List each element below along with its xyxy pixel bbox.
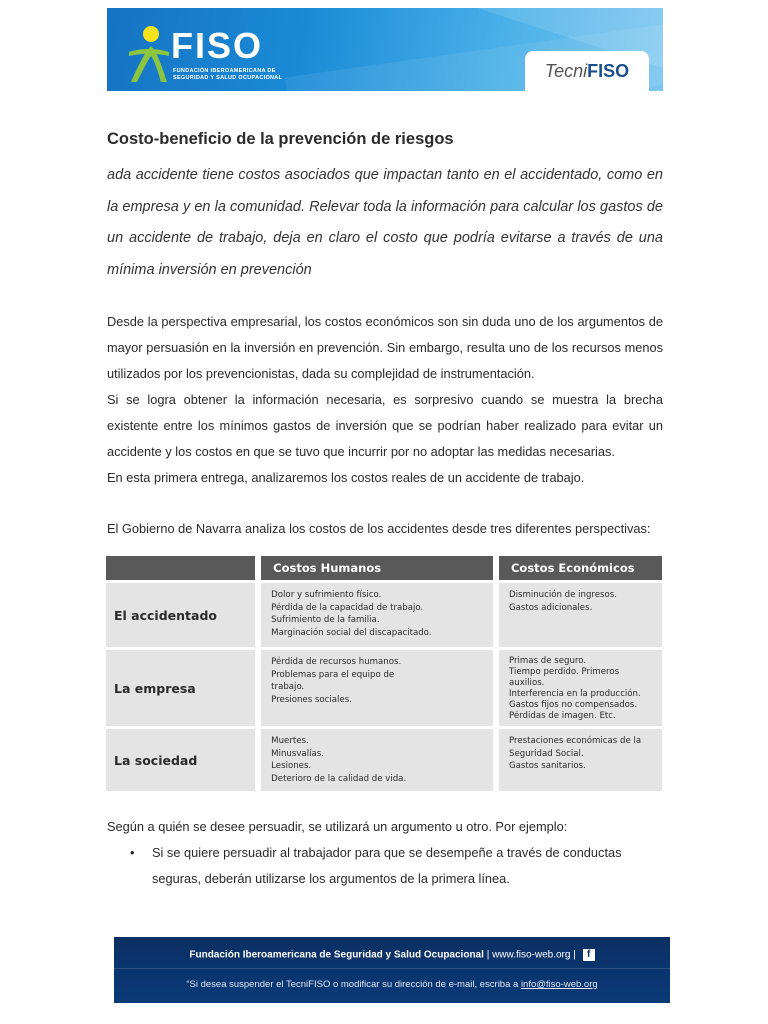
cost-table: [106, 556, 662, 791]
bullet-item: [130, 840, 663, 892]
logo-wordmark: FISO: [171, 25, 264, 66]
table-header-empty: [106, 556, 255, 580]
cell-economicos: Disminución de ingresos. Gastos adicionales.: [508, 590, 618, 613]
footer-divider: [114, 968, 670, 969]
table-row: [106, 729, 662, 791]
cell-humanos: Muertes. Minusvalías. Lesiones. Deterioro de la calidad de vida.: [271, 736, 407, 784]
article-intro: ada accidente tiene costos asociados que impactan tanto en el accidentado, como en la empresa y en la comunidad. Relevar toda la información para calcular los gastos de un accidente de trabajo, deja en claro el costo que podría evitarse a través de una mínima inversión en prevención: [107, 167, 663, 278]
footer-line-2: [114, 979, 670, 990]
footer-notice: “Si desea suspender el TecniFISO o modificar su dirección de e-mail, escriba a: [186, 979, 519, 990]
footer-org: Fundación Iberoamericana de Seguridad y Salud Ocupacional: [189, 949, 484, 961]
cell-economicos: Prestaciones económicas de la Seguridad Social. Gastos sanitarios.: [508, 736, 642, 772]
article-title: Costo-beneficio de la prevención de riesgos: [107, 130, 454, 148]
row-label: La empresa: [114, 680, 196, 696]
table-header-row: [106, 556, 662, 580]
header-banner: [107, 8, 663, 91]
footer-separator: |: [486, 949, 490, 961]
fiso-logo-icon: [127, 24, 171, 84]
paragraph: Desde la perspectiva empresarial, los costos económicos son sin duda uno de los argumentos de mayor persuasión en la inversión en prevención. Sin embargo, resulta uno de los recursos menos utilizados por los prevencionistas, dada su complejidad de instrumentación.: [107, 314, 663, 381]
footer-email-link[interactable]: info@fiso-web.org: [520, 979, 598, 990]
footer-line-1: [114, 949, 670, 961]
after-table-text: Según a quién se desee persuadir, se utilizará un argumento u otro. Por ejemplo:: [107, 819, 568, 834]
logo-subtitle: FUNDACIÓN IBEROAMERICANA DE SEGURIDAD Y SALUD OCUPACIONAL: [173, 68, 283, 81]
row-label: El accidentado: [114, 607, 217, 623]
table-header-humanos: Costos Humanos: [273, 561, 382, 575]
footer-banner: [114, 937, 670, 1003]
paragraph: En esta primera entrega, analizaremos los costos reales de un accidente de trabajo.: [107, 470, 585, 485]
table-header-economicos: Costos Económicos: [510, 561, 635, 575]
bullet-icon: •: [130, 845, 135, 860]
table-row: [106, 583, 662, 647]
tecnifiso-badge: Tecni FISO: [525, 51, 649, 91]
cell-humanos: Dolor y sufrimiento físico. Pérdida de la capacidad de trabajo. Sufrimiento de la familia. Marginación social del discapacitado.: [271, 590, 432, 638]
row-label: La sociedad: [114, 752, 198, 768]
paragraph: Si se logra obtener la información necesaria, es sorpresivo cuando se muestra la brecha existente entre los mínimos gastos de inversión que se podrían haber realizado para evitar un accidente y los costos en que se tuvo que incurrir por no adoptar las medidas necesarias.: [107, 392, 663, 459]
cell-humanos: Pérdida de recursos humanos. Problemas para el equipo de trabajo. Presiones sociales.: [271, 657, 402, 705]
bullet-text: Si se quiere persuadir al trabajador para que se desempeñe a través de conductas seguras, deberán utilizarse los argumentos de la primera línea.: [152, 845, 622, 886]
table-row: [106, 650, 662, 726]
table-intro: El Gobierno de Navarra analiza los costos de los accidentes desde tres diferentes perspectivas:: [107, 521, 651, 536]
facebook-icon[interactable]: f: [583, 949, 595, 961]
cell-economicos: Primas de seguro. Tiempo perdido. Primeros auxilios. Interferencia en la producción. Gastos fijos no compensados. Pérdidas de imagen. Etc.: [508, 656, 641, 721]
footer-separator: |: [573, 949, 576, 961]
article-body: [107, 309, 663, 491]
footer-website-link[interactable]: www.fiso-web.org: [492, 949, 571, 961]
